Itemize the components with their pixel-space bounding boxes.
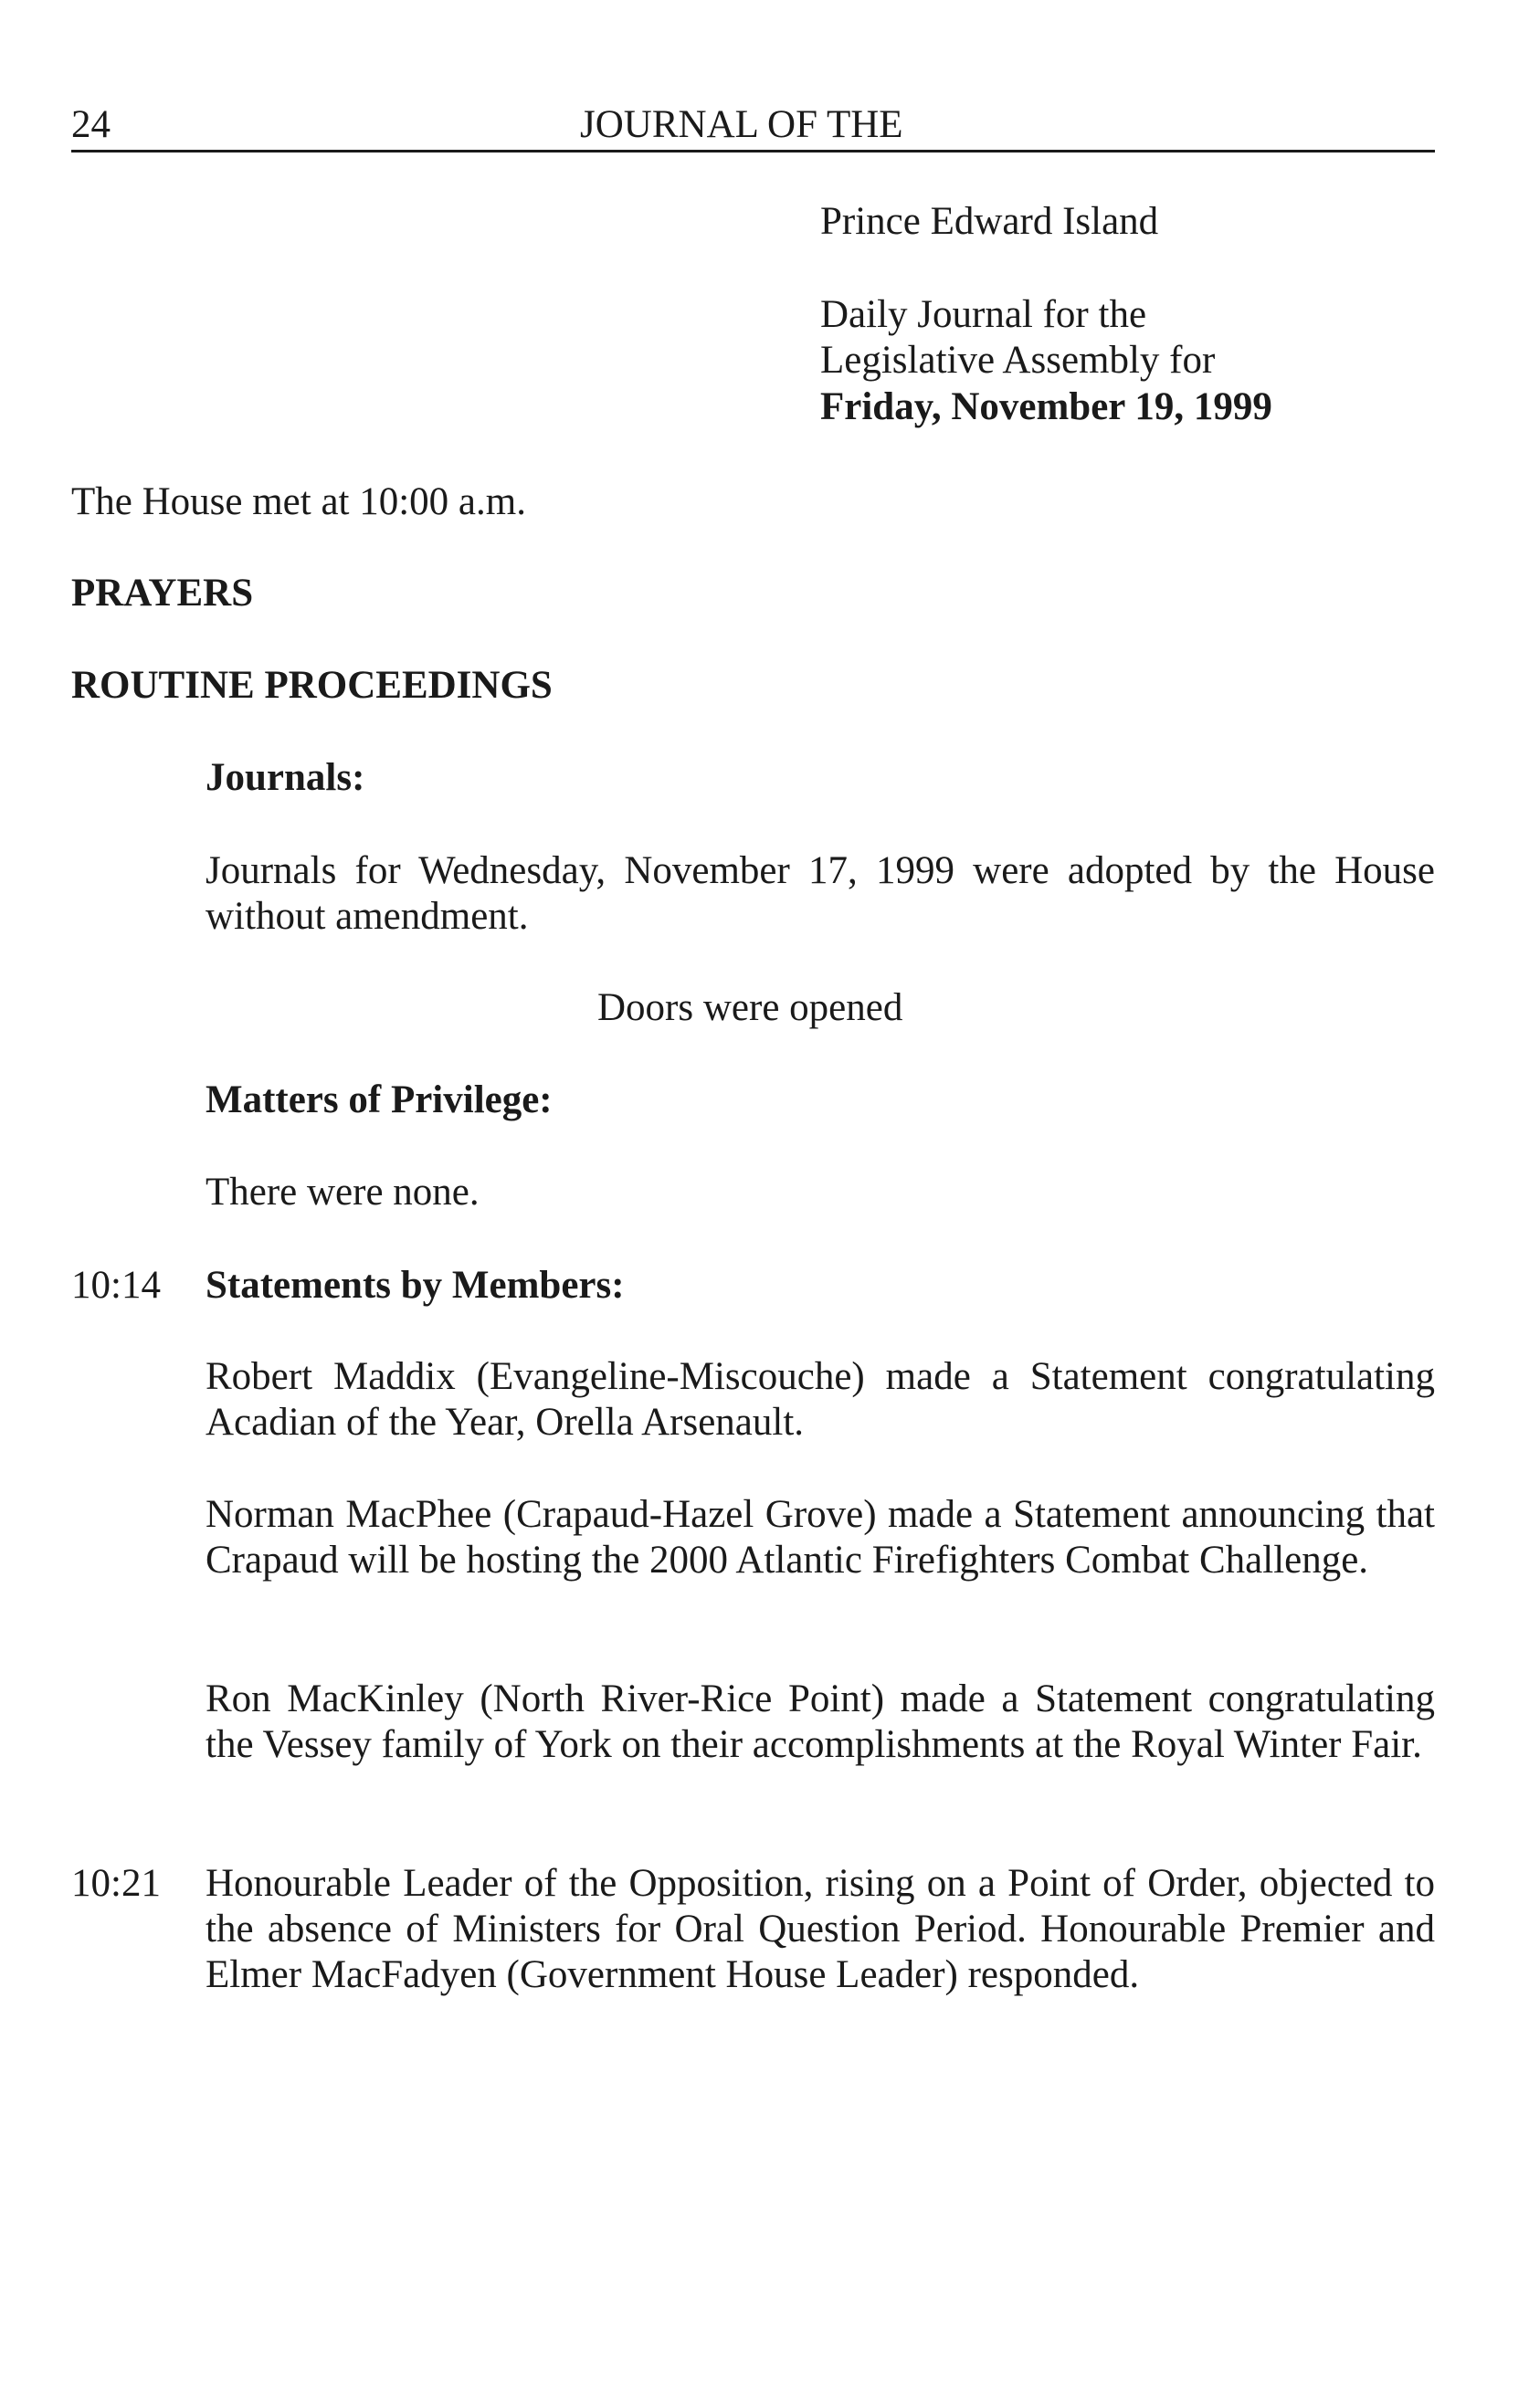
statements-time: 10:14 (71, 1264, 161, 1307)
point-of-order-time: 10:21 (71, 1862, 161, 1905)
member-statement: Robert Maddix (Evangeline-Miscouche) made a Statement congratulating Acadian of the Year, Orella Arsenault. (206, 1355, 1435, 1444)
running-title: JOURNAL OF THE (580, 103, 903, 146)
journal-title-line2: Legislative Assembly for (820, 339, 1216, 382)
header-rule (71, 150, 1435, 152)
member-statement: Ron MacKinley (North River-Rice Point) made a Statement congratulating the Vessey family of York on their accomplishments at the Royal Winter Fair. (206, 1677, 1435, 1766)
statements-by-members-heading: Statements by Members: (206, 1264, 625, 1307)
journal-title-line1: Daily Journal for the (820, 293, 1147, 336)
member-statement: Norman MacPhee (Crapaud-Hazel Grove) made a Statement announcing that Crapaud will be hosting the 2000 Atlantic Firefighters Combat Challenge. (206, 1493, 1435, 1582)
matters-of-privilege-text: There were none. (206, 1171, 480, 1214)
province-name: Prince Edward Island (820, 200, 1159, 243)
point-of-order-text: Honourable Leader of the Opposition, rising on a Point of Order, objected to the absence of Ministers for Oral Question Period. Honourable Premier and Elmer MacFadyen (Government House Leader) responded. (206, 1862, 1435, 1996)
journals-adoption-text: Journals for Wednesday, November 17, 1999 were adopted by the House without amendment. (206, 849, 1435, 938)
running-header (71, 102, 1435, 157)
house-met-time: The House met at 10:00 a.m. (71, 480, 526, 523)
sitting-date: Friday, November 19, 1999 (820, 385, 1272, 428)
prayers-heading: PRAYERS (71, 572, 254, 615)
page-number: 24 (71, 103, 111, 146)
routine-proceedings-heading: ROUTINE PROCEEDINGS (71, 664, 553, 707)
matters-of-privilege-heading: Matters of Privilege: (206, 1078, 553, 1121)
journals-heading: Journals: (206, 756, 365, 799)
doors-opened-notice: Doors were opened (597, 986, 903, 1029)
